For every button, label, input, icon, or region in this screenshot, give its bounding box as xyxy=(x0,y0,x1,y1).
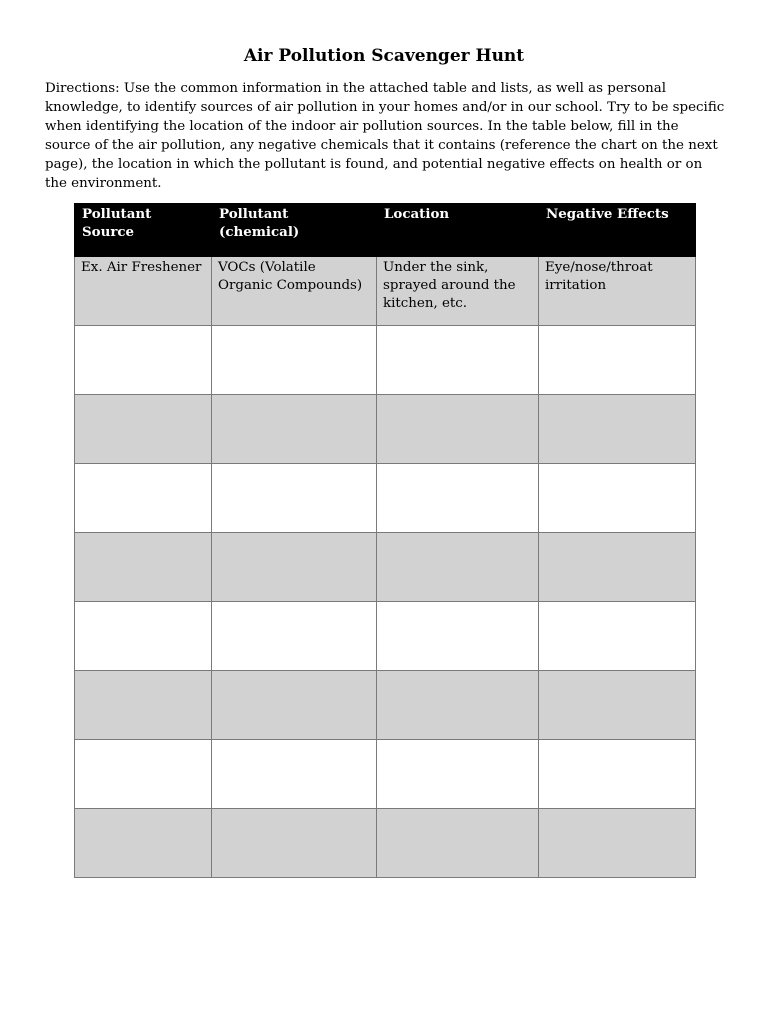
blank-cell[interactable] xyxy=(212,671,377,740)
table-row xyxy=(75,809,696,878)
blank-cell[interactable] xyxy=(212,533,377,602)
blank-cell[interactable] xyxy=(212,464,377,533)
blank-cell[interactable] xyxy=(75,809,212,878)
blank-cell[interactable] xyxy=(377,533,539,602)
header-location: Location xyxy=(377,204,539,257)
example-location-cell: Under the sink, sprayed around the kitchen, etc. xyxy=(377,257,539,326)
blank-cell[interactable] xyxy=(539,809,696,878)
blank-cell[interactable] xyxy=(75,671,212,740)
directions-text: Directions: Use the common information in the attached table and lists, as well as personal knowledge, to identify sources of air pollution in your homes and/or in our school. Try to be specific when identifying the location of the indoor air pollution sources. In the table below, fill in the source of the air pollution, any negative chemicals that it contains (reference the chart on the next page), the location in which the pollutant is found, and potential negative effects on health or on the environment. xyxy=(45,81,725,191)
blank-cell[interactable] xyxy=(539,533,696,602)
table-row xyxy=(75,533,696,602)
example-chemical-cell: VOCs (Volatile Organic Compounds) xyxy=(212,257,377,326)
blank-cell[interactable] xyxy=(75,395,212,464)
blank-cell[interactable] xyxy=(377,395,539,464)
blank-cell[interactable] xyxy=(377,464,539,533)
table-row xyxy=(75,671,696,740)
blank-cell[interactable] xyxy=(539,602,696,671)
blank-cell[interactable] xyxy=(377,740,539,809)
blank-cell[interactable] xyxy=(75,602,212,671)
blank-cell[interactable] xyxy=(539,395,696,464)
blank-cell[interactable] xyxy=(212,326,377,395)
example-effects-cell: Eye/nose/throat irritation xyxy=(539,257,696,326)
blank-cell[interactable] xyxy=(377,809,539,878)
blank-cell[interactable] xyxy=(75,326,212,395)
blank-cell[interactable] xyxy=(212,740,377,809)
page-title: Air Pollution Scavenger Hunt xyxy=(243,46,525,66)
table-row xyxy=(75,395,696,464)
blank-cell[interactable] xyxy=(539,740,696,809)
blank-cell[interactable] xyxy=(539,671,696,740)
blank-cell[interactable] xyxy=(212,809,377,878)
blank-cell[interactable] xyxy=(75,464,212,533)
header-pollutant-source: Pollutant Source xyxy=(75,204,212,257)
table-row xyxy=(75,740,696,809)
blank-cell[interactable] xyxy=(212,395,377,464)
scavenger-hunt-table xyxy=(74,203,696,878)
table-row xyxy=(75,602,696,671)
blank-cell[interactable] xyxy=(75,533,212,602)
table-row xyxy=(75,326,696,395)
blank-cell[interactable] xyxy=(539,464,696,533)
blank-cell[interactable] xyxy=(377,602,539,671)
blank-cell[interactable] xyxy=(212,602,377,671)
header-negative-effects: Negative Effects xyxy=(539,204,696,257)
header-pollutant-chemical: Pollutant (chemical) xyxy=(212,204,377,257)
blank-cell[interactable] xyxy=(539,326,696,395)
blank-cell[interactable] xyxy=(75,740,212,809)
example-source-cell: Ex. Air Freshener xyxy=(75,257,212,326)
example-row xyxy=(75,257,696,326)
blank-cell[interactable] xyxy=(377,326,539,395)
blank-cell[interactable] xyxy=(377,671,539,740)
table-header-row xyxy=(75,204,696,257)
table-row xyxy=(75,464,696,533)
